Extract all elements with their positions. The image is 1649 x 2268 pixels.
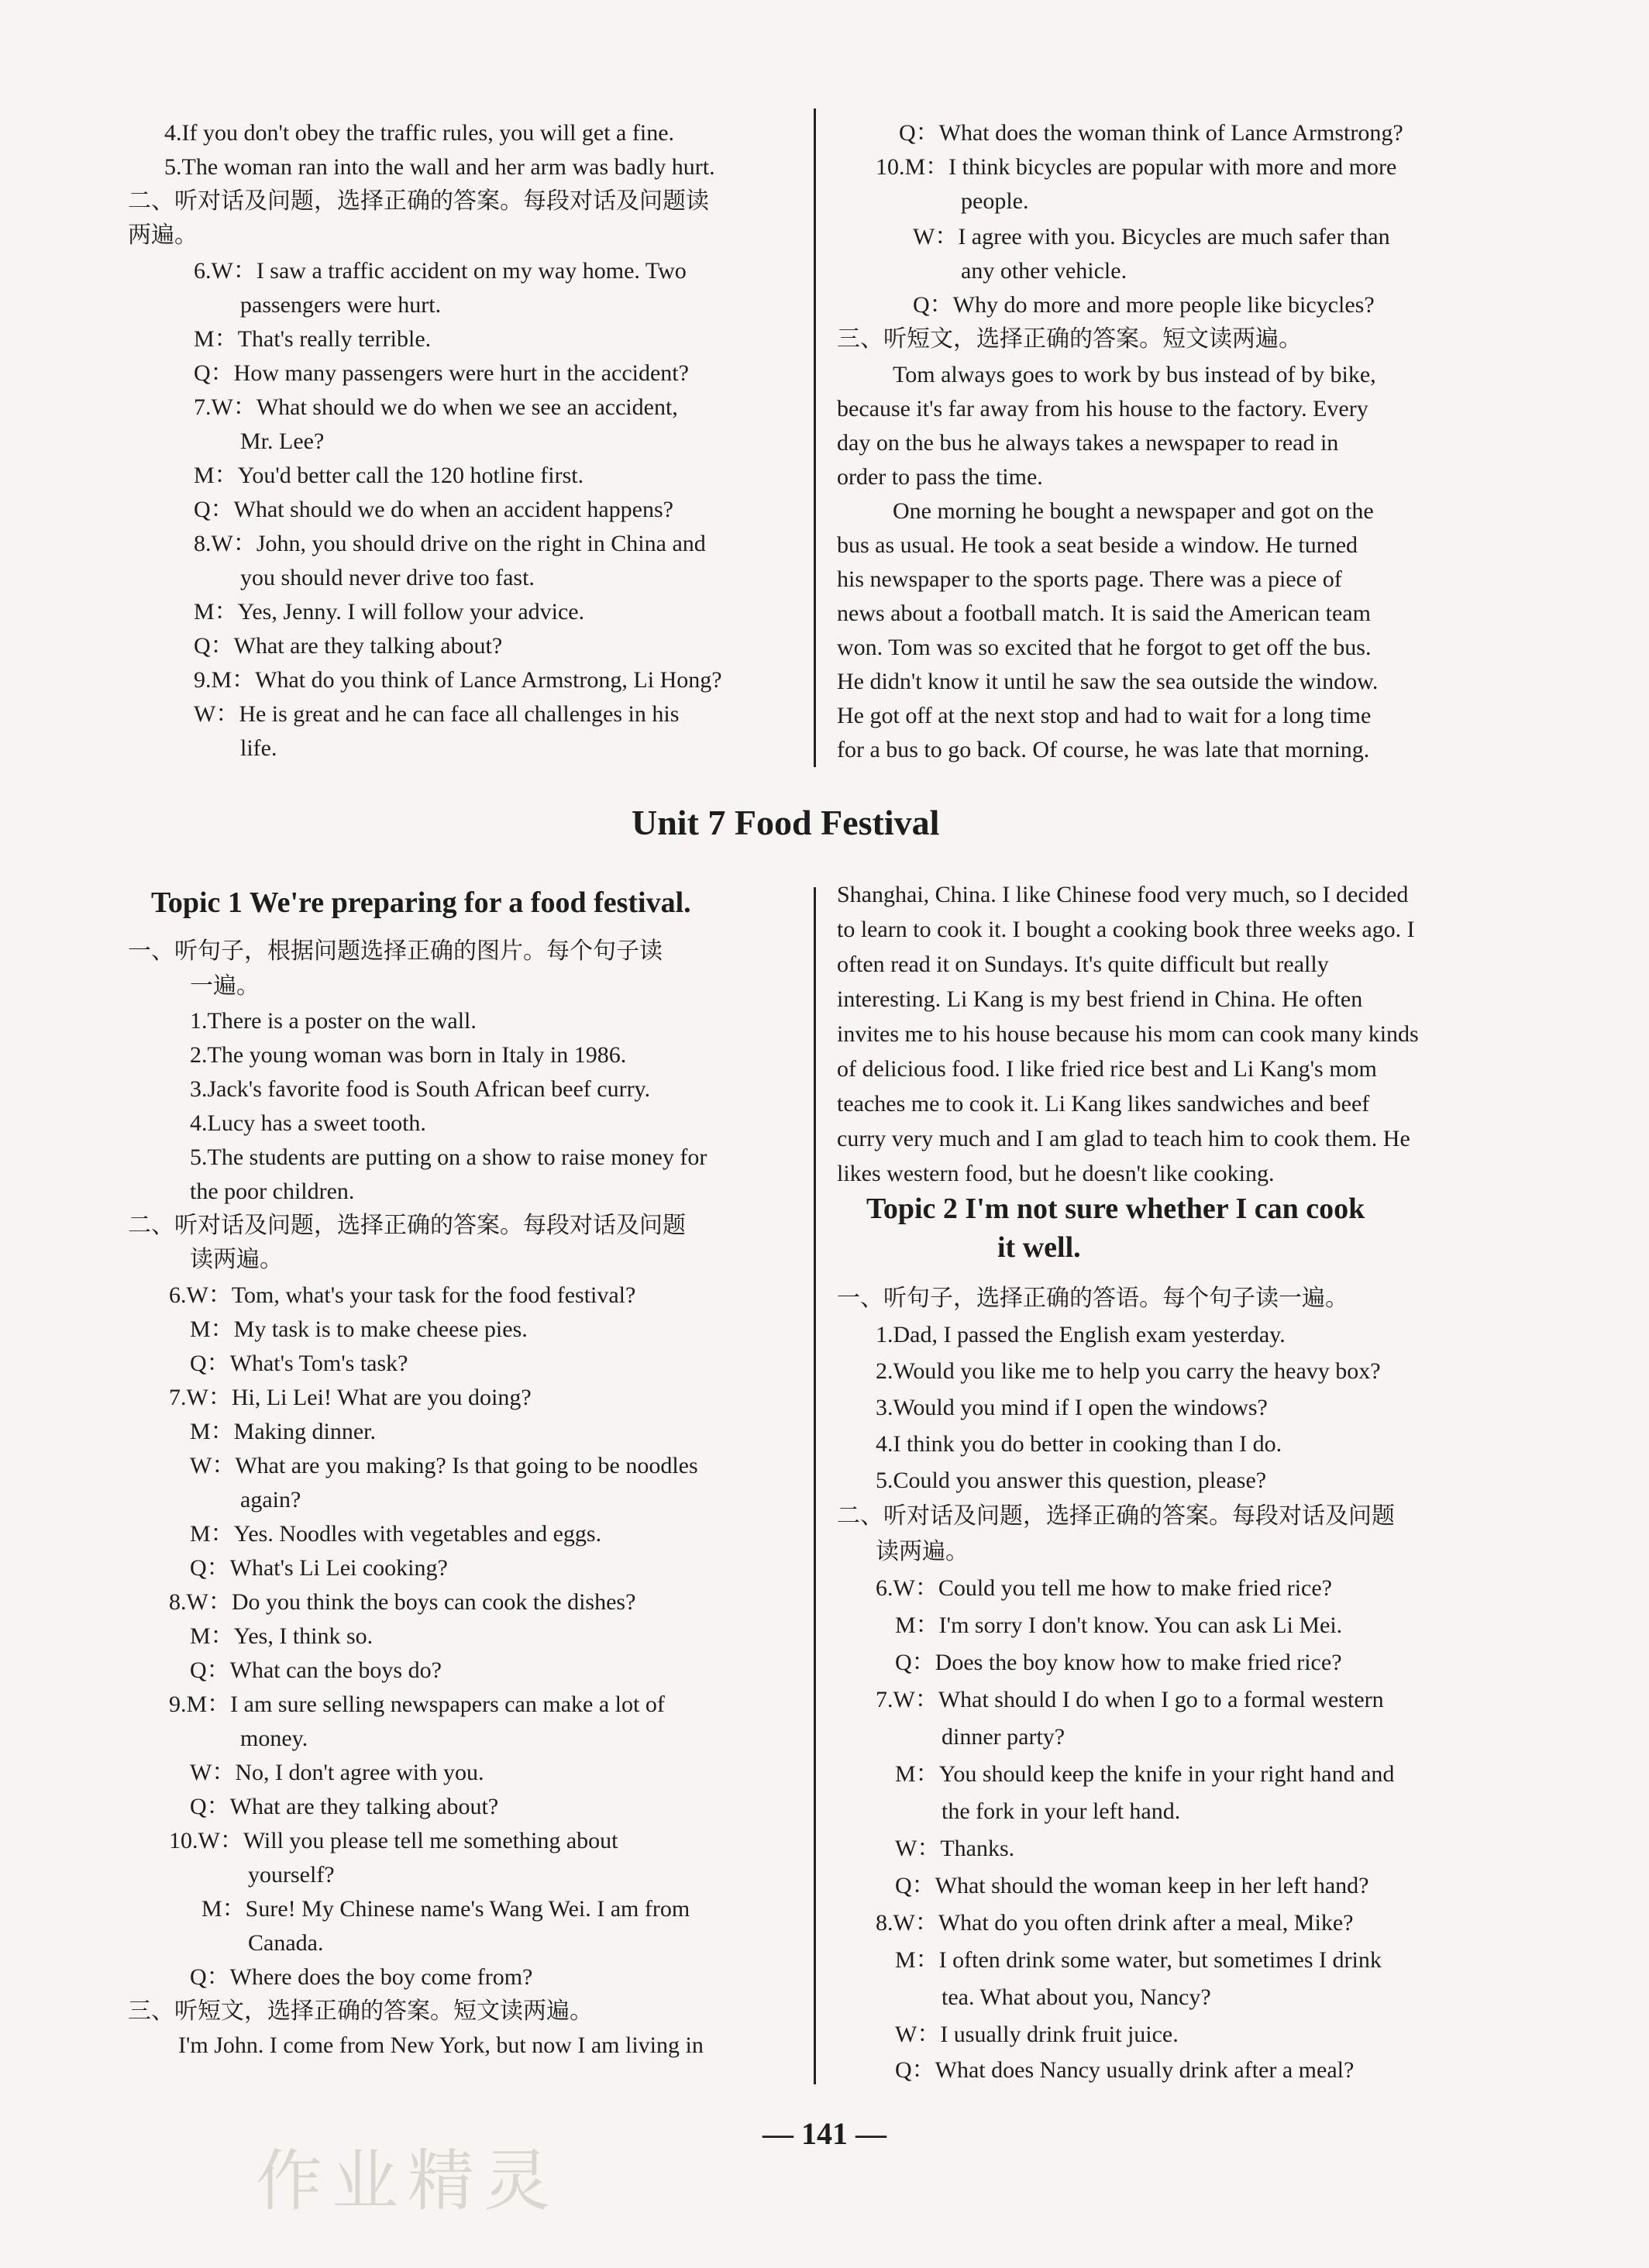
text-line: One morning he bought a newspaper and got on the [893, 498, 1374, 524]
column-divider-bottom [814, 887, 816, 2084]
text-line: Q：How many passengers were hurt in the accident? [194, 360, 689, 386]
text-line: M：I often drink some water, but sometimes I drink [895, 1947, 1382, 1973]
text-line: 1.Dad, I passed the English exam yesterday. [876, 1322, 1286, 1347]
text-line: 6.W：Tom, what's your task for the food festival? [169, 1282, 636, 1308]
text-line: day on the bus he always takes a newspaper to read in [837, 430, 1339, 456]
text-line: any other vehicle. [961, 258, 1127, 284]
topic-1-title: Topic 1 We're preparing for a food festival. [151, 886, 691, 919]
text-line: He got off at the next stop and had to wait for a long time [837, 703, 1372, 728]
text-line: interesting. Li Kang is my best friend in China. He often [837, 986, 1363, 1012]
text-line: 8.W：Do you think the boys can cook the dishes? [169, 1589, 636, 1615]
text-line: W：Thanks. [895, 1836, 1015, 1861]
text-line: Q：What are they talking about? [194, 633, 503, 659]
text-line: yourself? [248, 1862, 335, 1888]
text-line: I'm John. I come from New York, but now I am living in [178, 2032, 704, 2058]
text-line: bus as usual. He took a seat beside a window. He turned [837, 532, 1358, 558]
text-line: 5.The students are putting on a show to raise money for [190, 1144, 707, 1170]
text-line: for a bus to go back. Of course, he was late that morning. [837, 737, 1370, 762]
text-line: to learn to cook it. I bought a cooking book three weeks ago. I [837, 917, 1415, 942]
text-line: 2.Would you like me to help you carry the heavy box? [876, 1358, 1381, 1384]
text-line: teaches me to cook it. Li Kang likes sandwiches and beef [837, 1091, 1370, 1117]
text-line: you should never drive too fast. [240, 565, 535, 590]
section-heading: 三、听短文，选择正确的答案。短文读两遍。 [837, 325, 1302, 353]
text-line: Q：What does the woman think of Lance Armstrong? [899, 120, 1403, 146]
text-line: passengers were hurt. [240, 292, 442, 318]
text-line: 1.There is a poster on the wall. [190, 1008, 477, 1034]
text-line: people. [961, 188, 1029, 214]
section-heading: 两遍。 [128, 222, 198, 249]
text-line: W：I agree with you. Bicycles are much safer than [913, 224, 1390, 250]
column-divider-top [814, 108, 816, 767]
text-line: M：Yes, Jenny. I will follow your advice. [194, 599, 585, 625]
text-line: Q：What's Tom's task? [190, 1351, 408, 1376]
text-line: likes western food, but he doesn't like cooking. [837, 1161, 1275, 1186]
text-line: Q：What should we do when an accident happens? [194, 497, 673, 522]
text-line: Q：Where does the boy come from? [190, 1964, 533, 1990]
text-line: M：You should keep the knife in your right hand and [895, 1761, 1395, 1787]
text-line: 7.W：Hi, Li Lei! What are you doing? [169, 1385, 532, 1410]
text-line: M：You'd better call the 120 hotline first. [194, 463, 584, 488]
text-line: dinner party? [942, 1724, 1065, 1750]
text-line: order to pass the time. [837, 464, 1043, 490]
text-line: 8.W：John, you should drive on the right in China and [194, 531, 706, 556]
text-line: the fork in your left hand. [942, 1798, 1181, 1824]
text-line: 5.The woman ran into the wall and her arm was badly hurt. [164, 154, 715, 180]
text-line: often read it on Sundays. It's quite difficult but really [837, 952, 1329, 977]
text-line: Q：What's Li Lei cooking? [190, 1555, 448, 1581]
text-line: W：I usually drink fruit juice. [895, 2022, 1179, 2047]
text-line: Q：What are they talking about? [190, 1794, 499, 1819]
text-line: 10.W：Will you please tell me something about [169, 1828, 618, 1853]
text-line: M：Making dinner. [190, 1419, 376, 1444]
watermark: 作业精灵 [256, 2142, 559, 2220]
section-heading: 读两遍。 [190, 1246, 283, 1273]
text-line: 6.W：Could you tell me how to make fried rice? [876, 1575, 1332, 1601]
section-heading: 一遍。 [190, 972, 260, 1000]
text-line: 4.Lucy has a sweet tooth. [190, 1110, 426, 1136]
text-line: M：Sure! My Chinese name's Wang Wei. I am from [201, 1896, 690, 1922]
text-line: Mr. Lee? [240, 428, 325, 454]
text-line: the poor children. [190, 1179, 355, 1204]
text-line: of delicious food. I like fried rice best and Li Kang's mom [837, 1056, 1377, 1082]
text-line: 7.W：What should we do when we see an accident, [194, 394, 678, 420]
section-heading: 一、听句子，选择正确的答语。每个句子读一遍。 [837, 1285, 1348, 1312]
text-line: Q：What can the boys do? [190, 1657, 442, 1683]
text-line: 7.W：What should I do when I go to a formal western [876, 1687, 1384, 1712]
section-heading: 二、听对话及问题，选择正确的答案。每段对话及问题读 [128, 188, 709, 215]
text-line: Canada. [248, 1930, 324, 1956]
text-line: life. [240, 735, 277, 761]
section-heading: 二、听对话及问题，选择正确的答案。每段对话及问题 [128, 1212, 686, 1239]
text-line: Shanghai, China. I like Chinese food very much, so I decided [837, 882, 1409, 907]
text-line: M：I'm sorry I don't know. You can ask Li Mei. [895, 1612, 1343, 1638]
text-line: Q：What does Nancy usually drink after a meal? [895, 2057, 1355, 2083]
text-line: his newspaper to the sports page. There was a piece of [837, 566, 1342, 592]
section-heading: 三、听短文，选择正确的答案。短文读两遍。 [128, 1998, 593, 2025]
text-line: W：No, I don't agree with you. [190, 1760, 484, 1785]
text-line: 3.Would you mind if I open the windows? [876, 1395, 1268, 1420]
text-line: M：That's really terrible. [194, 326, 432, 352]
text-line: because it's far away from his house to the factory. Every [837, 396, 1368, 422]
text-line: 8.W：What do you often drink after a meal, Mike? [876, 1910, 1354, 1936]
text-line: news about a football match. It is said the American team [837, 601, 1371, 626]
text-line: Q：Why do more and more people like bicycles? [913, 292, 1375, 318]
section-heading: 二、听对话及问题，选择正确的答案。每段对话及问题 [837, 1502, 1395, 1530]
text-line: 4.I think you do better in cooking than I do. [876, 1431, 1282, 1457]
text-line: 3.Jack's favorite food is South African beef curry. [190, 1076, 651, 1102]
text-line: again? [240, 1487, 301, 1513]
text-line: money. [240, 1726, 308, 1751]
text-line: won. Tom was so excited that he forgot to get off the bus. [837, 635, 1372, 660]
text-line: 6.W：I saw a traffic accident on my way home. Two [194, 258, 687, 284]
text-line: Q：Does the boy know how to make fried rice? [895, 1650, 1342, 1675]
text-line: 4.If you don't obey the traffic rules, you will get a fine. [164, 120, 675, 146]
unit-title: Unit 7 Food Festival [632, 803, 940, 842]
text-line: M：My task is to make cheese pies. [190, 1316, 528, 1342]
topic-2-title-cont: it well. [997, 1231, 1081, 1264]
text-line: W：What are you making? Is that going to be noodles [190, 1453, 698, 1478]
text-line: M：Yes. Noodles with vegetables and eggs. [190, 1521, 602, 1547]
text-line: 5.Could you answer this question, please? [876, 1468, 1267, 1493]
text-line: 9.M：I am sure selling newspapers can make a lot of [169, 1692, 665, 1717]
text-line: invites me to his house because his mom can cook many kinds [837, 1021, 1419, 1047]
text-line: W：He is great and he can face all challenges in his [194, 701, 680, 727]
text-line: curry very much and I am glad to teach him to cook them. He [837, 1126, 1410, 1151]
text-line: 2.The young woman was born in Italy in 1986. [190, 1042, 627, 1068]
text-line: tea. What about you, Nancy? [942, 1984, 1211, 2010]
page-number: — 141 — [763, 2116, 886, 2151]
text-line: Tom always goes to work by bus instead of by bike, [893, 362, 1376, 387]
section-heading: 读两遍。 [876, 1538, 969, 1565]
text-line: He didn't know it until he saw the sea outside the window. [837, 669, 1379, 694]
topic-2-title: Topic 2 I'm not sure whether I can cook [866, 1193, 1365, 1225]
text-line: 10.M：I think bicycles are popular with more and more [876, 154, 1397, 180]
text-line: 9.M：What do you think of Lance Armstrong, Li Hong? [194, 667, 722, 693]
text-line: M：Yes, I think so. [190, 1623, 374, 1649]
text-line: Q：What should the woman keep in her left hand? [895, 1873, 1369, 1898]
section-heading: 一、听句子，根据问题选择正确的图片。每个句子读 [128, 938, 663, 965]
